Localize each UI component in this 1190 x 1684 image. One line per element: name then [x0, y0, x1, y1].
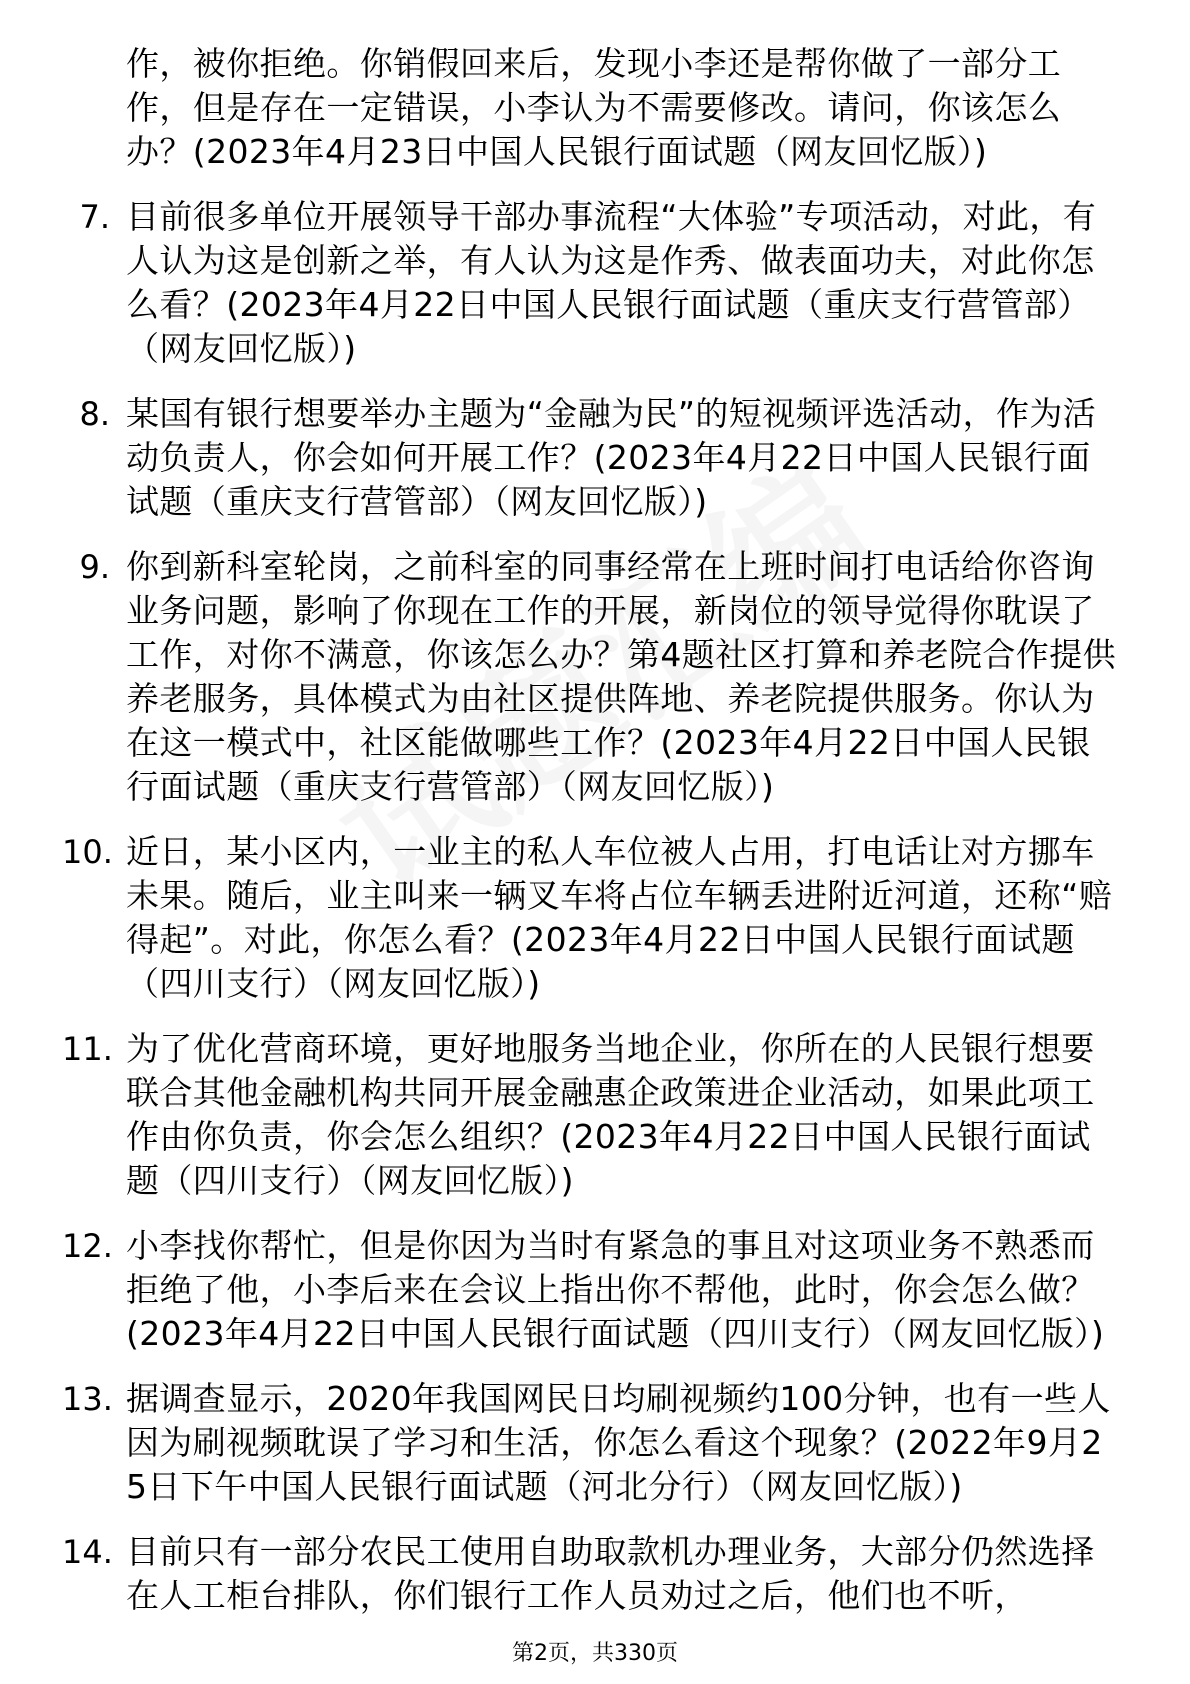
question-item: [62, 1027, 1122, 1203]
question-text: 为了优化营商环境，更好地服务当地企业，你所在的人民银行想要联合其他金融机构共同开展金融惠企政策进企业活动，如果此项工作由你负责，你会怎么组织？(2023年4月22日中国人民银行面试题（四川支行）（网友回忆版）): [126, 1029, 1095, 1200]
question-number: 13.: [62, 1380, 113, 1418]
question-text: 某国有银行想要举办主题为“金融为民”的短视频评选活动，作为活动负责人，你会如何开展工作？(2023年4月22日中国人民银行面试题（重庆支行营管部）（网友回忆版）): [126, 394, 1097, 521]
document-content: [62, 42, 1122, 1618]
question-text: 目前只有一部分农民工使用自助取款机办理业务，大部分仍然选择在人工柜台排队，你们银行工作人员劝过之后，他们也不听，: [126, 1532, 1095, 1615]
question-number: 14.: [62, 1533, 113, 1571]
question-text: 据调查显示，2020年我国网民日均刷视频约100分钟，也有一些人因为刷视频耽误了学习和生活，你怎么看这个现象？(2022年9月25日下午中国人民银行面试题（河北分行）（网友回忆版）): [126, 1379, 1111, 1506]
question-text: 目前很多单位开展领导干部办事流程“大体验”专项活动，对此，有人认为这是创新之举，有人认为这是作秀、做表面功夫，对此你怎么看？(2023年4月22日中国人民银行面试题（重庆支行营管部）（网友回忆版）): [126, 197, 1097, 368]
question-text: 你到新科室轮岗，之前科室的同事经常在上班时间打电话给你咨询业务问题，影响了你现在工作的开展，新岗位的领导觉得你耽误了工作，对你不满意，你该怎么办？第4题社区打算和养老院合作提供养老服务，具体模式为由社区提供阵地、养老院提供服务。你认为在这一模式中，社区能做哪些工作？(2023年4月22日中国人民银行面试题（重庆支行营管部）（网友回忆版）): [126, 547, 1116, 806]
question-list: [62, 195, 1122, 1618]
question-number: 10.: [62, 833, 113, 871]
question-item: [62, 195, 1122, 371]
question-item: [62, 392, 1122, 524]
question-number: 12.: [62, 1227, 113, 1265]
question-item: [62, 1224, 1122, 1356]
question-text: 近日，某小区内，一业主的私人车位被人占用，打电话让对方挪车未果。随后，业主叫来一辆叉车将占位车辆丢进附近河道，还称“赔得起”。对此，你怎么看？(2023年4月22日中国人民银行面试题（四川支行）（网友回忆版）): [126, 832, 1113, 1003]
question-item: [62, 1377, 1122, 1509]
question-item: [62, 1530, 1122, 1618]
question-number: 11.: [62, 1030, 113, 1068]
continued-question-text: 作，被你拒绝。你销假回来后，发现小李还是帮你做了一部分工作，但是存在一定错误，小李认为不需要修改。请问，你该怎么办？(2023年4月23日中国人民银行面试题（网友回忆版）): [126, 44, 1062, 171]
question-number: 7.: [79, 198, 110, 236]
question-item: [62, 545, 1122, 809]
question-number: 8.: [79, 395, 110, 433]
question-number: 9.: [79, 548, 110, 586]
question-item: [62, 830, 1122, 1006]
page-number-footer: 第2页，共330页: [512, 1641, 678, 1666]
question-text: 小李找你帮忙，但是你因为当时有紧急的事且对这项业务不熟悉而拒绝了他，小李后来在会议上指出你不帮他，此时，你会怎么做？(2023年4月22日中国人民银行面试题（四川支行）（网友回忆版）): [126, 1226, 1105, 1353]
